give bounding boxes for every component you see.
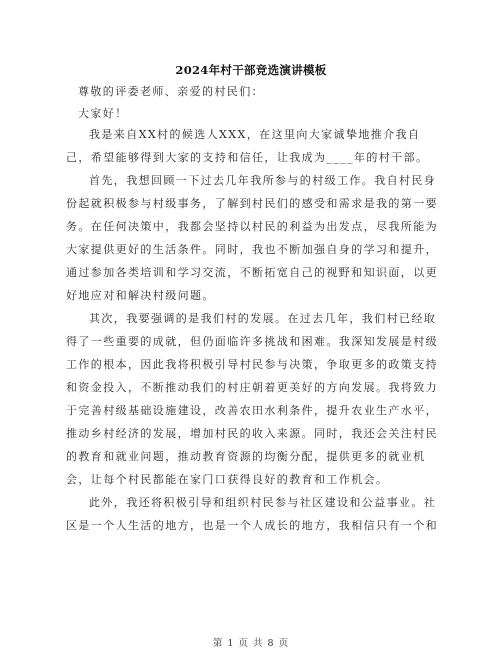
paragraph-line: 务。在任何决策中，我都会坚持以村民的利益为出发点，尽我所能为 [66, 220, 438, 233]
paragraph-line: 此外，我还将积极引导和组织村民参与社区建设和公益事业。社 [89, 496, 437, 509]
page-title: 2024年村干部竞选演讲模板 [175, 63, 327, 77]
paragraph-line: 推动乡村经济的发展，增加村民的收入来源。同时，我还会关注村民 [66, 427, 438, 440]
paragraph-line: 区是一个人生活的地方，也是一个人成长的地方，我相信只有一个和 [66, 519, 438, 532]
paragraph-line: 的教育和就业问题，推动教育资源的均衡分配，提供更多的就业机 [66, 450, 426, 463]
paragraph-line: 份起就积极参与村级事务，了解到村民们的感受和需求是我的第一要 [66, 197, 438, 210]
paragraph-line: 得了一些重要的成就，但仍面临许多挑战和困难。我深知发展是村级 [66, 335, 438, 348]
paragraph-line: 和资金投入，不断推动我们的村庄朝着更美好的方向发展。我将致力 [66, 381, 438, 394]
paragraph-line: 于完善村级基础设施建设，改善农田水利条件，提升农业生产水平， [66, 404, 438, 417]
paragraph-line: 我是来自XX村的候选人XXX，在这里向大家诚挚地推介我自 [89, 128, 421, 141]
paragraph-line: 好地应对和解决村级问题。 [66, 289, 215, 302]
paragraph-line: 通过参加各类培训和学习交流，不断拓宽自己的视野和知识面，以更 [66, 266, 438, 279]
paragraph-line: 大家提供更好的生活条件。同时，我也不断加强自身的学习和提升， [66, 243, 438, 256]
paragraph-line: 首先，我想回顾一下过去几年我所参与的村级工作。我自村民身 [89, 174, 437, 187]
paragraph-line: 其次，我要强调的是我们村的发展。在过去几年，我们村已经取 [89, 312, 437, 325]
paragraph-line: 会，让每个村民都能在家门口获得良好的教育和工作机会。 [66, 473, 389, 486]
paragraph-line: 己，希望能够得到大家的支持和信任，让我成为____年的村干部。 [66, 151, 429, 164]
salutation-line: 尊敬的评委老师、亲爱的村民们： [78, 85, 264, 98]
page-number-footer: 第 1 页 共 8 页 [212, 638, 290, 649]
paragraph-line: 工作的根本，因此我将积极引导村民参与决策，争取更多的政策支持 [66, 358, 438, 371]
greeting-line: 大家好！ [78, 107, 128, 120]
